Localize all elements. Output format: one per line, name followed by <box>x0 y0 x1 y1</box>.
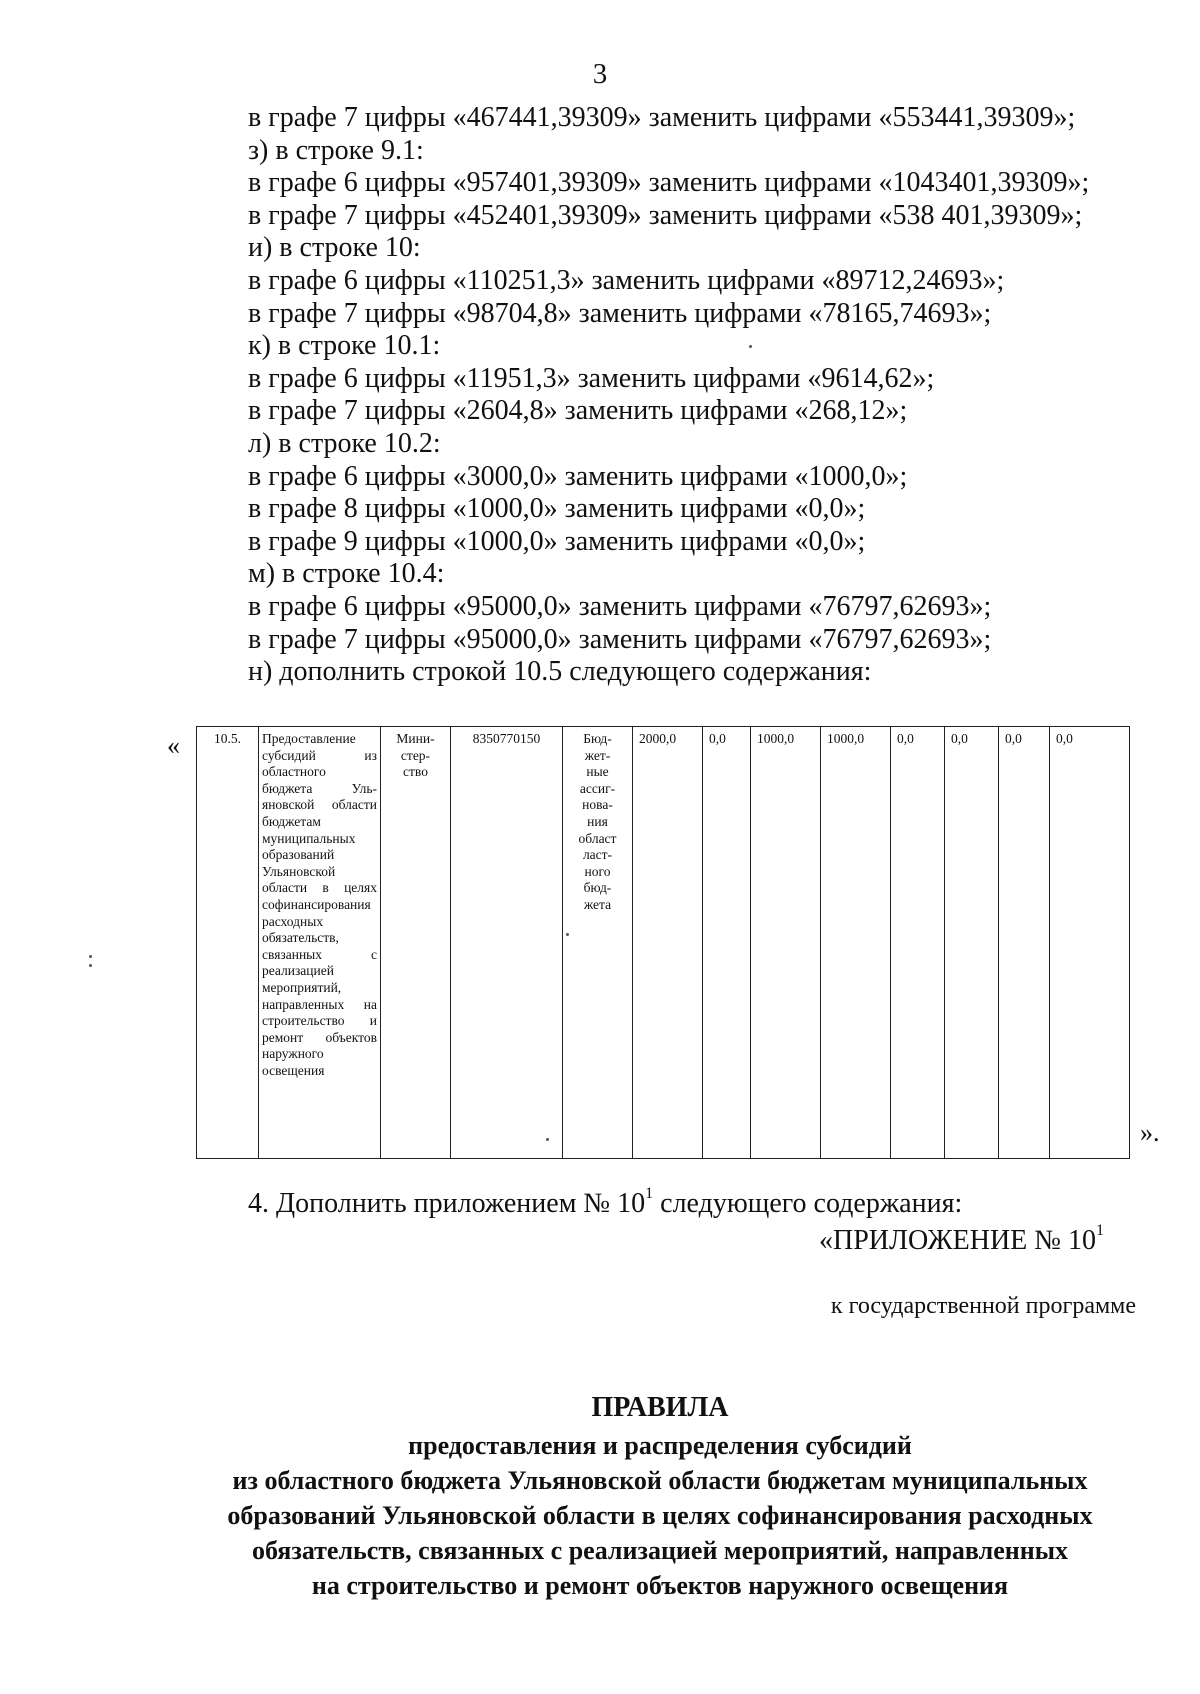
inserted-row-table <box>196 726 1130 1159</box>
rules-title-line: предоставления и распределения субсидий <box>408 1431 912 1460</box>
amendment-line: м) в строке 10.4: <box>248 558 445 590</box>
value-cell: 0,0 <box>945 727 999 1159</box>
scan-speck <box>546 1138 549 1141</box>
cell-line: стер- <box>400 747 431 763</box>
amendment-line: в графе 7 цифры «98704,8» заменить цифрами «78165,74693»; <box>248 297 992 329</box>
budget-code-cell: 8350770150 <box>451 727 563 1159</box>
description-cell: Предоставление субсидий из областного бюджета Ульяновской области бюджетам муниципальных образований Ульяновской области в целях софинансирования расходных обязательств, связанных с реализацией мероприятий, направленных на строительство и ремонт объектов наружного освещения <box>259 727 381 1159</box>
value-cell: 0,0 <box>891 727 945 1159</box>
cell-line: Мини- <box>396 731 435 746</box>
amendment-line: в графе 6 цифры «957401,39309» заменить цифрами «1043401,39309»; <box>248 167 1090 199</box>
closing-quote: ». <box>1140 1118 1160 1147</box>
item-4-lead: 4. Дополнить приложением № 10 <box>248 1188 646 1219</box>
rules-title: ПРАВИЛА <box>591 1392 729 1423</box>
cell-line: ные <box>586 764 609 780</box>
scan-speck <box>89 955 92 958</box>
amendment-line: л) в строке 10.2: <box>248 427 441 459</box>
amendment-line: в графе 6 цифры «11951,3» заменить цифрами «9614,62»; <box>248 362 935 394</box>
cell-line: ного <box>584 863 611 879</box>
cell-line: област <box>578 830 617 846</box>
cell-line: бюд- <box>583 880 612 896</box>
amendment-line: в графе 7 цифры «95000,0» заменить цифрами «76797,62693»; <box>248 623 992 655</box>
rules-title-line: обязательств, связанных с реализацией мероприятий, направленных <box>251 1536 1069 1565</box>
amendment-list <box>248 102 1148 689</box>
cell-line: нова- <box>582 797 613 813</box>
item-4-superscript: 1 <box>645 1185 654 1202</box>
value-cell: 2000,0 <box>633 727 703 1159</box>
appendix-label-text: «ПРИЛОЖЕНИЕ № 10 <box>819 1225 1096 1256</box>
funding-source-cell <box>563 727 633 1159</box>
value-cell: 0,0 <box>999 727 1050 1159</box>
row-number-cell: 10.5. <box>197 727 259 1159</box>
amendment-line: н) дополнить строкой 10.5 следующего содержания: <box>248 656 872 688</box>
opening-quote: « <box>167 731 180 760</box>
amendment-line: з) в строке 9.1: <box>248 134 424 166</box>
cell-line: жет- <box>584 747 611 763</box>
scan-speck <box>749 345 752 348</box>
rules-title-line: из областного бюджета Ульяновской области бюджетам муниципальных <box>232 1466 1088 1495</box>
amendment-line: и) в строке 10: <box>248 232 421 264</box>
amendment-line: в графе 7 цифры «2604,8» заменить цифрами «268,12»; <box>248 395 908 427</box>
amendment-line: в графе 6 цифры «95000,0» заменить цифрами «76797,62693»; <box>248 590 992 622</box>
cell-line: ассиг- <box>579 780 616 796</box>
scan-speck <box>89 964 92 967</box>
value-cell: 0,0 <box>1050 727 1130 1159</box>
item-4-tail: следующего содержания: <box>653 1188 963 1219</box>
executor-cell <box>381 727 451 1159</box>
cell-line: ство <box>403 764 428 780</box>
value-cell: 1000,0 <box>751 727 821 1159</box>
value-cell: 1000,0 <box>821 727 891 1159</box>
value-cell: 0,0 <box>703 727 751 1159</box>
appendix-subtitle: к государственной программе <box>830 1293 1136 1319</box>
amendment-line: в графе 6 цифры «3000,0» заменить цифрами «1000,0»; <box>248 460 908 492</box>
cell-line: ласт- <box>582 847 613 863</box>
page-number: 3 <box>592 58 608 90</box>
table-row <box>197 727 1130 1159</box>
amendment-line: в графе 8 цифры «1000,0» заменить цифрами «0,0»; <box>248 493 866 525</box>
cell-line: ния <box>587 813 608 829</box>
rules-title-block <box>150 1388 1170 1603</box>
appendix-superscript: 1 <box>1096 1222 1104 1239</box>
scan-speck <box>566 933 569 936</box>
cell-line: Бюд- <box>583 731 612 746</box>
amendment-line: в графе 9 цифры «1000,0» заменить цифрами «0,0»; <box>248 525 866 557</box>
rules-title-line: на строительство и ремонт объектов наружного освещения <box>311 1571 1009 1600</box>
amendment-line: к) в строке 10.1: <box>248 330 441 362</box>
appendix-label <box>819 1222 1104 1257</box>
amendment-line: в графе 7 цифры «452401,39309» заменить цифрами «538 401,39309»; <box>248 199 1083 231</box>
cell-line: жета <box>583 896 612 912</box>
amendment-line: в графе 6 цифры «110251,3» заменить цифрами «89712,24693»; <box>248 264 1005 296</box>
item-4-text <box>248 1185 962 1220</box>
rules-title-line: образований Ульяновской области в целях софинансирования расходных <box>227 1501 1093 1530</box>
amendment-line: в графе 7 цифры «467441,39309» заменить цифрами «553441,39309»; <box>248 102 1076 133</box>
